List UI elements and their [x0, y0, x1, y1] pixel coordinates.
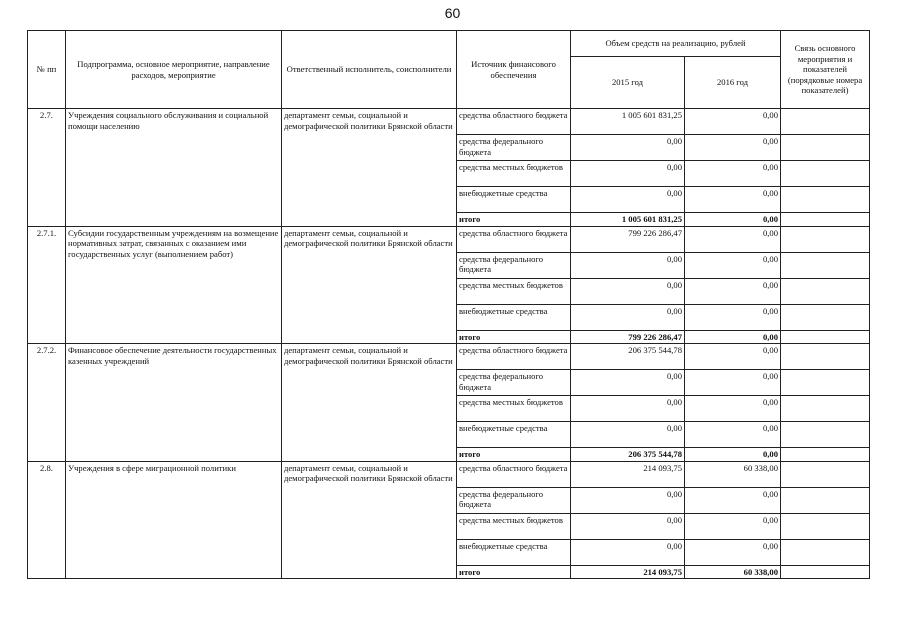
value-2015: 214 093,75	[571, 565, 685, 579]
section-program: Учреждения социального обслуживания и социальной помощи населению	[66, 109, 282, 227]
header-link: Связь основного мероприятия и показателей (порядковые номера показателей)	[781, 31, 870, 109]
value-2015: 799 226 286,47	[571, 330, 685, 344]
link-cell	[781, 396, 870, 422]
source-cell: средства местных бюджетов	[457, 513, 571, 539]
source-cell: итого	[457, 213, 571, 227]
value-2016: 0,00	[685, 448, 781, 462]
value-2015: 0,00	[571, 422, 685, 448]
value-2015: 0,00	[571, 252, 685, 278]
value-2015: 0,00	[571, 396, 685, 422]
source-cell: средства федерального бюджета	[457, 487, 571, 513]
table-row	[28, 109, 870, 135]
link-cell	[781, 330, 870, 344]
value-2015: 0,00	[571, 278, 685, 304]
link-cell	[781, 565, 870, 579]
source-cell: итого	[457, 565, 571, 579]
source-cell: средства местных бюджетов	[457, 278, 571, 304]
value-2015: 0,00	[571, 370, 685, 396]
link-cell	[781, 487, 870, 513]
value-2016: 0,00	[685, 109, 781, 135]
budget-table	[27, 30, 870, 579]
section-num: 2.7.	[28, 109, 66, 227]
header-year-2015: 2015 год	[571, 57, 685, 109]
header-year-2016: 2016 год	[685, 57, 781, 109]
value-2016: 0,00	[685, 344, 781, 370]
value-2016: 60 338,00	[685, 461, 781, 487]
section-program: Финансовое обеспечение деятельности государственных казенных учреждений	[66, 344, 282, 462]
source-cell: средства областного бюджета	[457, 109, 571, 135]
header-volume: Объем средств на реализацию, рублей	[571, 31, 781, 57]
link-cell	[781, 422, 870, 448]
value-2016: 0,00	[685, 422, 781, 448]
link-cell	[781, 226, 870, 252]
value-2015: 0,00	[571, 487, 685, 513]
section-executor: департамент семьи, социальной и демографической политики Брянской области	[282, 461, 457, 579]
header-num: № пп	[28, 31, 66, 109]
header-executor: Ответственный исполнитель, соисполнители	[282, 31, 457, 109]
value-2016: 0,00	[685, 396, 781, 422]
source-cell: средства федерального бюджета	[457, 252, 571, 278]
value-2016: 0,00	[685, 487, 781, 513]
value-2015: 0,00	[571, 187, 685, 213]
value-2016: 0,00	[685, 278, 781, 304]
source-cell: средства федерального бюджета	[457, 135, 571, 161]
source-cell: средства местных бюджетов	[457, 396, 571, 422]
section-num: 2.7.1.	[28, 226, 66, 344]
link-cell	[781, 513, 870, 539]
link-cell	[781, 539, 870, 565]
section-executor: департамент семьи, социальной и демографической политики Брянской области	[282, 109, 457, 227]
value-2016: 0,00	[685, 252, 781, 278]
source-cell: внебюджетные средства	[457, 422, 571, 448]
source-cell: внебюджетные средства	[457, 539, 571, 565]
source-cell: средства областного бюджета	[457, 344, 571, 370]
header-program: Подпрограмма, основное мероприятие, направление расходов, мероприятие	[66, 31, 282, 109]
link-cell	[781, 304, 870, 330]
section-num: 2.8.	[28, 461, 66, 579]
source-cell: внебюджетные средства	[457, 304, 571, 330]
value-2016: 0,00	[685, 226, 781, 252]
value-2016: 0,00	[685, 161, 781, 187]
source-cell: средства федерального бюджета	[457, 370, 571, 396]
link-cell	[781, 344, 870, 370]
page-number: 60	[444, 5, 461, 21]
value-2015: 1 005 601 831,25	[571, 213, 685, 227]
value-2016: 0,00	[685, 370, 781, 396]
link-cell	[781, 252, 870, 278]
value-2016: 0,00	[685, 187, 781, 213]
value-2016: 0,00	[685, 330, 781, 344]
table-body	[28, 109, 870, 579]
header-source: Источник финансового обеспечения	[457, 31, 571, 109]
value-2015: 206 375 544,78	[571, 448, 685, 462]
link-cell	[781, 370, 870, 396]
section-executor: департамент семьи, социальной и демографической политики Брянской области	[282, 344, 457, 462]
link-cell	[781, 461, 870, 487]
section-num: 2.7.2.	[28, 344, 66, 462]
section-program: Субсидии государственным учреждениям на возмещение нормативных затрат, связанных с оказанием ими государственных услуг (выполнением работ)	[66, 226, 282, 344]
section-program: Учреждения в сфере миграционной политики	[66, 461, 282, 579]
link-cell	[781, 448, 870, 462]
link-cell	[781, 213, 870, 227]
link-cell	[781, 109, 870, 135]
link-cell	[781, 278, 870, 304]
source-cell: внебюджетные средства	[457, 187, 571, 213]
value-2015: 206 375 544,78	[571, 344, 685, 370]
table-row	[28, 226, 870, 252]
section-executor: департамент семьи, социальной и демографической политики Брянской области	[282, 226, 457, 344]
link-cell	[781, 187, 870, 213]
source-cell: средства областного бюджета	[457, 226, 571, 252]
value-2015: 214 093,75	[571, 461, 685, 487]
link-cell	[781, 135, 870, 161]
source-cell: итого	[457, 330, 571, 344]
value-2016: 0,00	[685, 539, 781, 565]
value-2015: 0,00	[571, 513, 685, 539]
value-2016: 60 338,00	[685, 565, 781, 579]
source-cell: средства местных бюджетов	[457, 161, 571, 187]
value-2015: 1 005 601 831,25	[571, 109, 685, 135]
table-row	[28, 344, 870, 370]
value-2016: 0,00	[685, 304, 781, 330]
value-2015: 0,00	[571, 161, 685, 187]
value-2015: 0,00	[571, 304, 685, 330]
link-cell	[781, 161, 870, 187]
value-2016: 0,00	[685, 213, 781, 227]
value-2015: 0,00	[571, 135, 685, 161]
value-2015: 0,00	[571, 539, 685, 565]
value-2016: 0,00	[685, 513, 781, 539]
value-2015: 799 226 286,47	[571, 226, 685, 252]
table-row	[28, 461, 870, 487]
source-cell: итого	[457, 448, 571, 462]
source-cell: средства областного бюджета	[457, 461, 571, 487]
value-2016: 0,00	[685, 135, 781, 161]
